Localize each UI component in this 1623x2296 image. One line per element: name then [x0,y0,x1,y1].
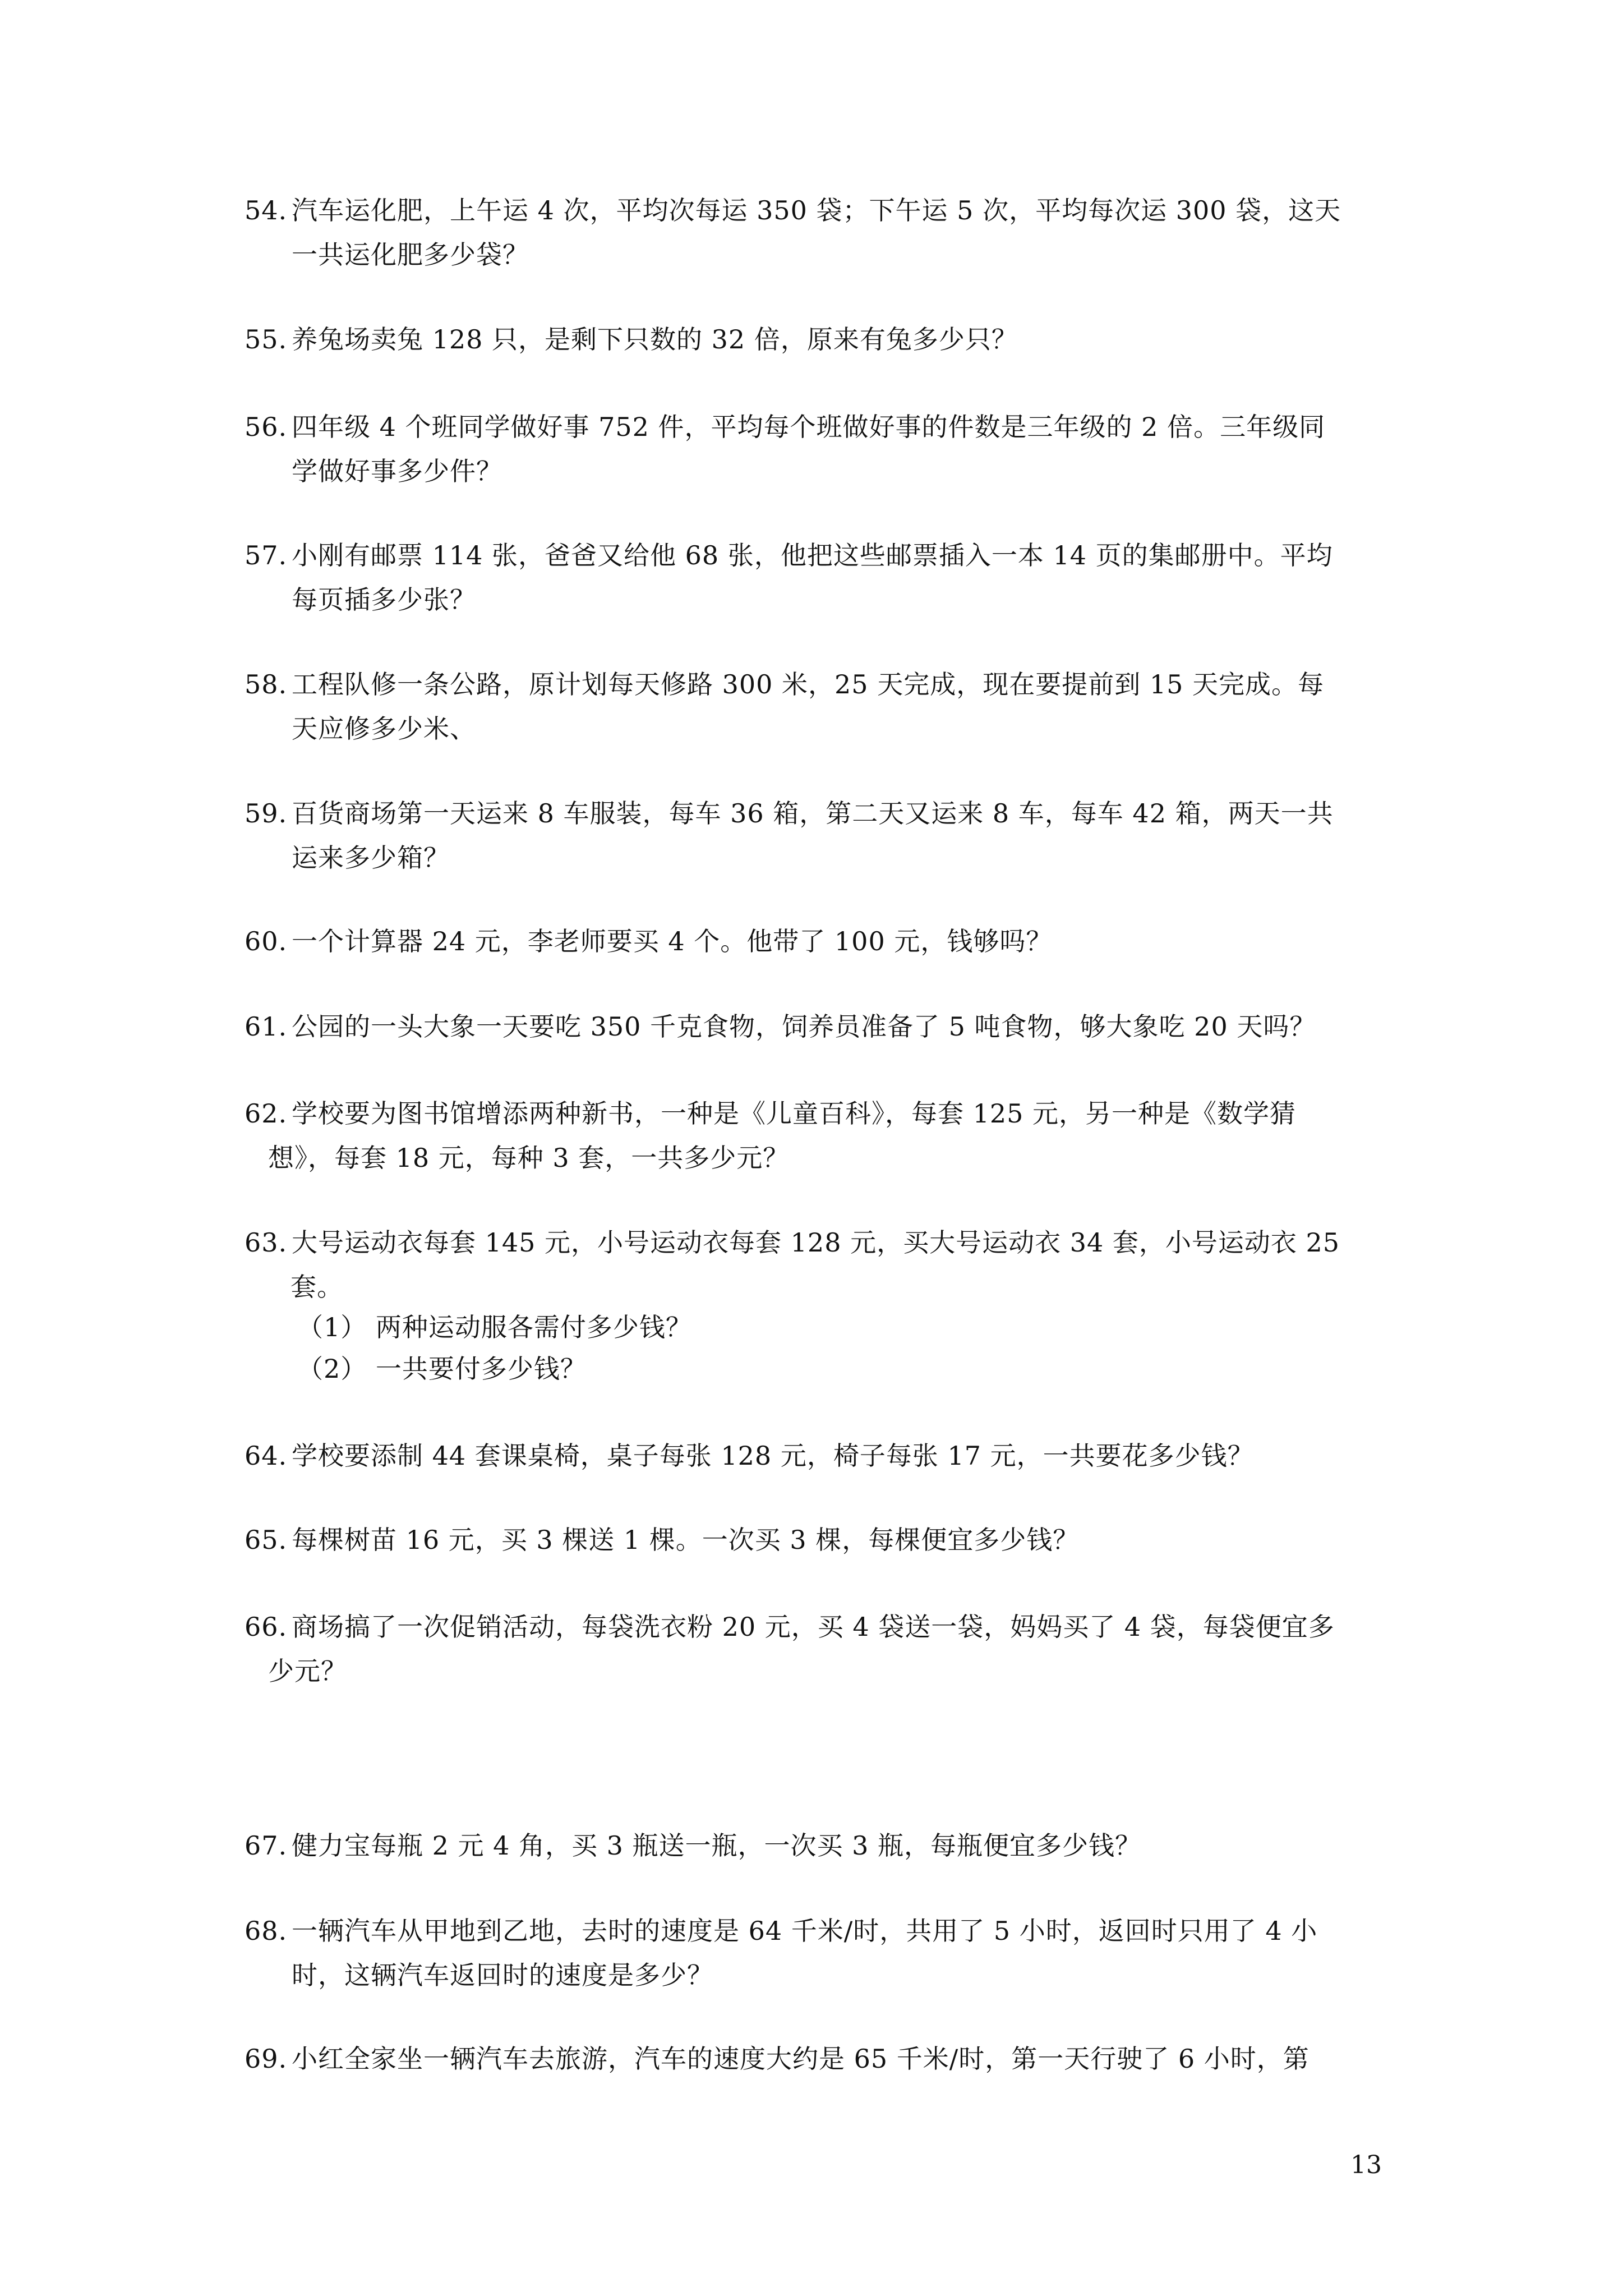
question-text: 一个计算器 24 元，李老师要买 4 个。他带了 100 元，钱够吗？ [292,926,1053,956]
question-number: 63. [245,1227,288,1258]
question-text-continued: 时，这辆汽车返回时的速度是多少？ [292,1960,713,1990]
question-text-continued: 一共运化肥多少袋？ [292,240,529,270]
question-text: 工程队修一条公路，原计划每天修路 300 米，25 天完成，现在要提前到 15 天完成。每 [292,669,1324,700]
question-text-continued: （2） 一共要付多少钱？ [297,1354,587,1384]
question-number: 60. [245,926,288,956]
question-text: 学校要为图书馆增添两种新书，一种是《儿童百科》，每套 125 元，另一种是《数学猜 [292,1098,1297,1129]
question-number: 58. [245,669,288,700]
question-text: 大号运动衣每套 145 元，小号运动衣每套 128 元，买大号运动衣 34 套，小号运动衣 25 [292,1227,1340,1258]
question-number: 57. [245,540,288,570]
question-text: 四年级 4 个班同学做好事 752 件，平均每个班做好事的件数是三年级的 2 倍。三年级同 [292,412,1326,442]
question-number: 54. [245,195,288,226]
question-text-continued: 少元？ [268,1656,347,1686]
question-text: 百货商场第一天运来 8 车服装，每车 36 箱，第二天又运来 8 车，每车 42 箱，两天一共 [292,798,1334,829]
question-text: 学校要添制 44 套课桌椅，桌子每张 128 元，椅子每张 17 元，一共要花多少钱？ [292,1441,1254,1471]
question-number: 65. [245,1525,288,1555]
question-number: 67. [245,1830,288,1861]
question-text: 汽车运化肥，上午运 4 次，平均次每运 350 袋；下午运 5 次，平均每次运 300 袋，这天 [292,195,1341,226]
question-text-continued: 套。 [291,1272,343,1302]
question-text: 每棵树苗 16 元，买 3 棵送 1 棵。一次买 3 棵，每棵便宜多少钱？ [292,1525,1080,1555]
question-text: 养兔场卖兔 128 只，是剩下只数的 32 倍，原来有兔多少只？ [292,324,1018,355]
question-text: 小红全家坐一辆汽车去旅游，汽车的速度大约是 65 千米/时，第一天行驶了 6 小时，第 [292,2044,1310,2074]
question-number: 69. [245,2044,288,2074]
question-number: 66. [245,1612,288,1642]
question-number: 61. [245,1011,288,1042]
question-text-continued: 学做好事多少件？ [292,456,502,486]
question-text-continued: 每页插多少张？ [292,585,476,615]
question-text-continued: （1） 两种运动服各需付多少钱？ [297,1312,692,1342]
question-number: 62. [245,1098,288,1129]
question-number: 68. [245,1916,288,1946]
question-text: 一辆汽车从甲地到乙地，去时的速度是 64 千米/时，共用了 5 小时，返回时只用了 4 小 [292,1916,1318,1946]
question-text: 健力宝每瓶 2 元 4 角，买 3 瓶送一瓶，一次买 3 瓶，每瓶便宜多少钱？ [292,1830,1142,1861]
question-text: 小刚有邮票 114 张，爸爸又给他 68 张，他把这些邮票插入一本 14 页的集邮册中。平均 [292,540,1333,570]
question-text: 公园的一头大象一天要吃 350 千克食物，饲养员准备了 5 吨食物，够大象吃 20 天吗？ [292,1011,1316,1042]
page-number: 13 [1350,2151,1382,2179]
question-number: 59. [245,798,288,829]
question-text-continued: 想》，每套 18 元，每种 3 套，一共多少元？ [268,1143,790,1173]
question-text: 商场搞了一次促销活动，每袋洗衣粉 20 元，买 4 袋送一袋，妈妈买了 4 袋，每袋便宜多 [292,1612,1335,1642]
question-number: 64. [245,1441,288,1471]
question-number: 55. [245,324,288,355]
question-text-continued: 运来多少箱？ [292,843,450,873]
question-text-continued: 天应修多少米、 [292,714,476,744]
question-number: 56. [245,412,288,442]
